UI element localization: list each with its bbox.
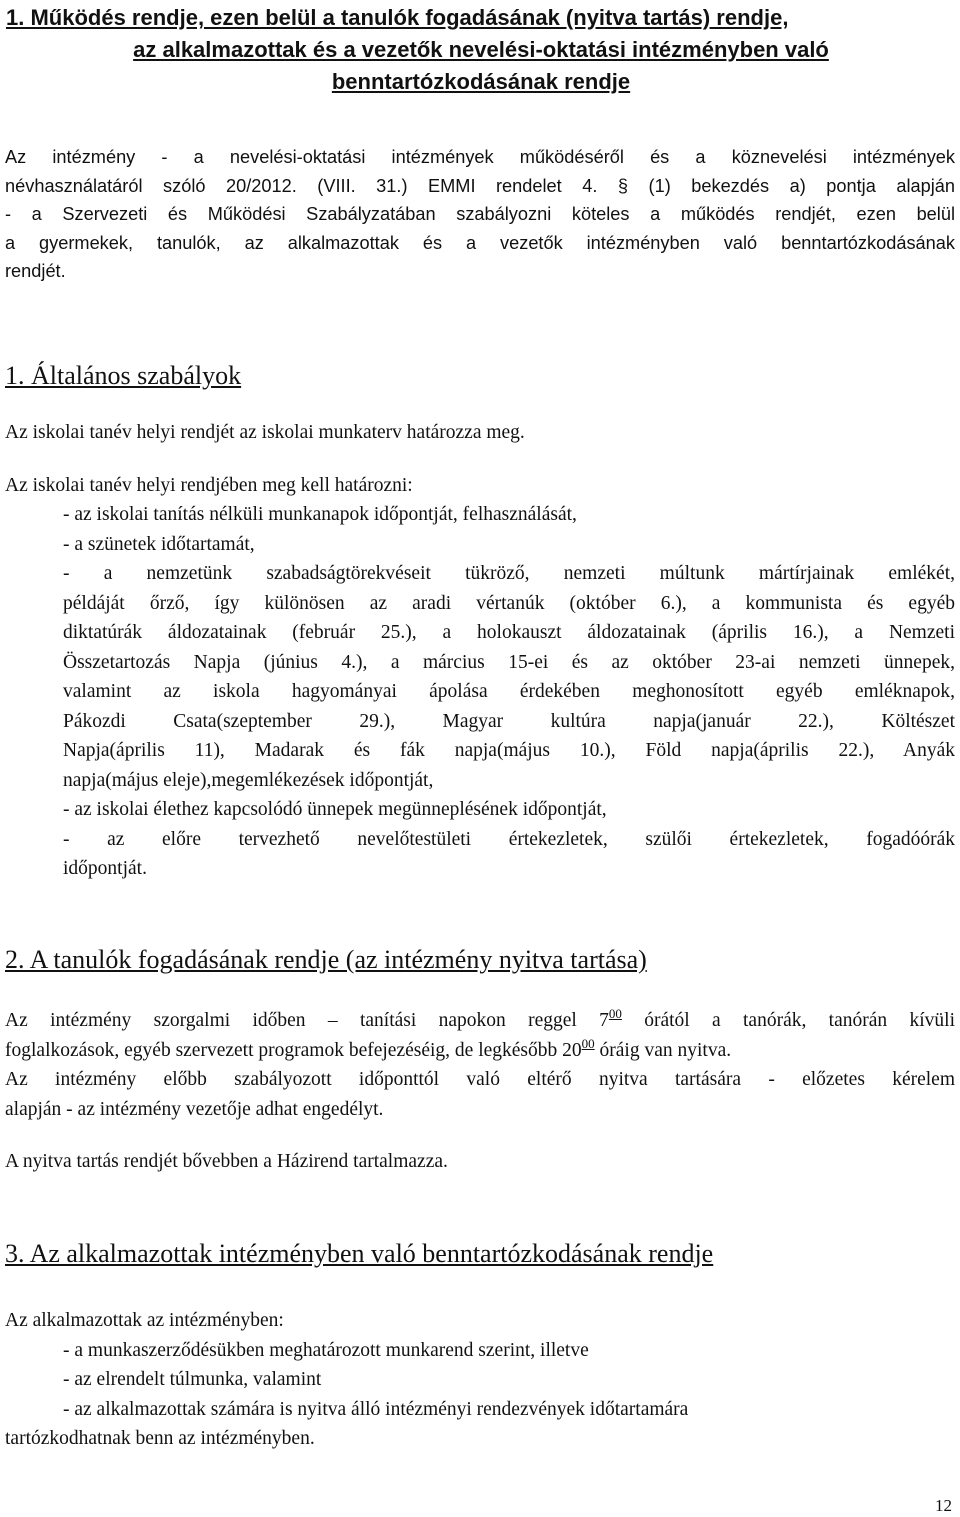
main-title [6, 2, 956, 98]
rule-list [5, 500, 955, 884]
list-intro: Az iskolai tanév helyi rendjében meg kell határozni: [5, 474, 413, 496]
intro-line: - a Szervezeti és Működési Szabályzatában szabályozni köteles a működés rendjét, ezen belül [5, 204, 955, 224]
list-item: - a szünetek időtartamát, [63, 533, 255, 555]
paragraph: Az iskolai tanév helyi rendjét az iskolai munkaterv határozza meg. [5, 422, 525, 443]
section-1-heading: 1. Általános szabályok [5, 361, 242, 390]
list-item: - az iskolai élethez kapcsolódó ünnepek megünneplésének időpontját, [63, 799, 607, 820]
list-item: - az alkalmazottak számára is nyitva álló intézményi rendezvények időtartamára [63, 1398, 689, 1420]
staff-list [5, 1336, 955, 1425]
section-1-body [5, 418, 955, 884]
title-line-1: 1. Működés rendje, ezen belül a tanulók fogadásának (nyitva tartás) rendje, [6, 5, 789, 30]
paragraph: A nyitva tartás rendjét bővebben a Házirend tartalmazza. [5, 1151, 448, 1172]
title-line-3: benntartózkodásának rendje [331, 69, 631, 94]
paragraph-line: Az intézmény előbb szabályozott időponttól való eltérő nyitva tartására - előzetes kérelem [5, 1069, 955, 1090]
list-item: - a nemzetünk szabadságtörekvéseit tükröző, nemzeti múltunk mártírjainak emlékét, példáját őrző, így különösen az aradi vértanúk (október 6.), a kommunista és egyéb diktatúrák áldozatainak (február 25.), a holokauszt áldozatainak (április 16.), a Nemzeti Összetartozás Napja (június 4.), a március 15-ei és az október 23-ai nemzeti ünnepek, valamint az iskola hagyományai ápolása érdekében meghonosított egyéb emléknapok, Pákozdi Csata(szeptember 29.), Magyar kultúra napja(január 22.), Költészet Napja(április 11), Madarak és fák napja(május 10.), Föld napja(április 22.), Anyák napja(május eleje),megemlékezések időpontját, [63, 563, 955, 791]
intro-line: a gyermekek, tanulók, az alkalmazottak és a vezetők intézményben való benntartózkodásának [5, 232, 955, 253]
list-item: - a munkaszerződésükben meghatározott munkarend szerint, illetve [63, 1339, 589, 1361]
paragraph: tartózkodhatnak benn az intézményben. [5, 1428, 315, 1449]
intro-line: Az intézmény - a nevelési-oktatási intézmények működéséről és a köznevelési intézmények [5, 147, 955, 167]
title-line-2: az alkalmazottak és a vezetők nevelési-oktatási intézményben való [133, 37, 829, 62]
list-intro: Az alkalmazottak az intézményben: [5, 1310, 284, 1331]
section-3-body [5, 1306, 955, 1454]
opening-hours-line: foglalkozások, egyéb szervezett programok befejezéséig, de legkésőbb $20^{00}$ óráig van nyitva. [5, 1035, 732, 1061]
paragraph-line: alapján - az intézmény vezetője adhat engedélyt. [5, 1098, 384, 1120]
opening-hours-line: Az intézmény szorgalmi időben – tanítási napokon reggel $7^{00}$ órától a tanórák, tanórán kívüli [5, 1006, 955, 1031]
section-2-body [5, 1006, 955, 1177]
list-item: - az iskolai tanítás nélküli munkanapok időpontját, felhasználását, [63, 504, 577, 525]
section-2-heading: 2. A tanulók fogadásának rendje (az intézmény nyitva tartása) [5, 945, 647, 974]
section-3-heading: 3. Az alkalmazottak intézményben való benntartózkodásának rendje [5, 1239, 714, 1268]
page-number: 12 [935, 1496, 952, 1515]
intro-line: névhasználatáról szóló 20/2012. (VIII. 31.) EMMI rendelet 4. § (1) bekezdés a) pontja alapján [5, 175, 955, 196]
intro-paragraph [5, 143, 955, 286]
list-item: - az elrendelt túlmunka, valamint [63, 1369, 322, 1390]
intro-line: rendjét. [5, 261, 66, 281]
list-item: - az előre tervezhető nevelőtestületi értekezletek, szülői értekezletek, fogadóórák időpontját. [63, 828, 955, 879]
